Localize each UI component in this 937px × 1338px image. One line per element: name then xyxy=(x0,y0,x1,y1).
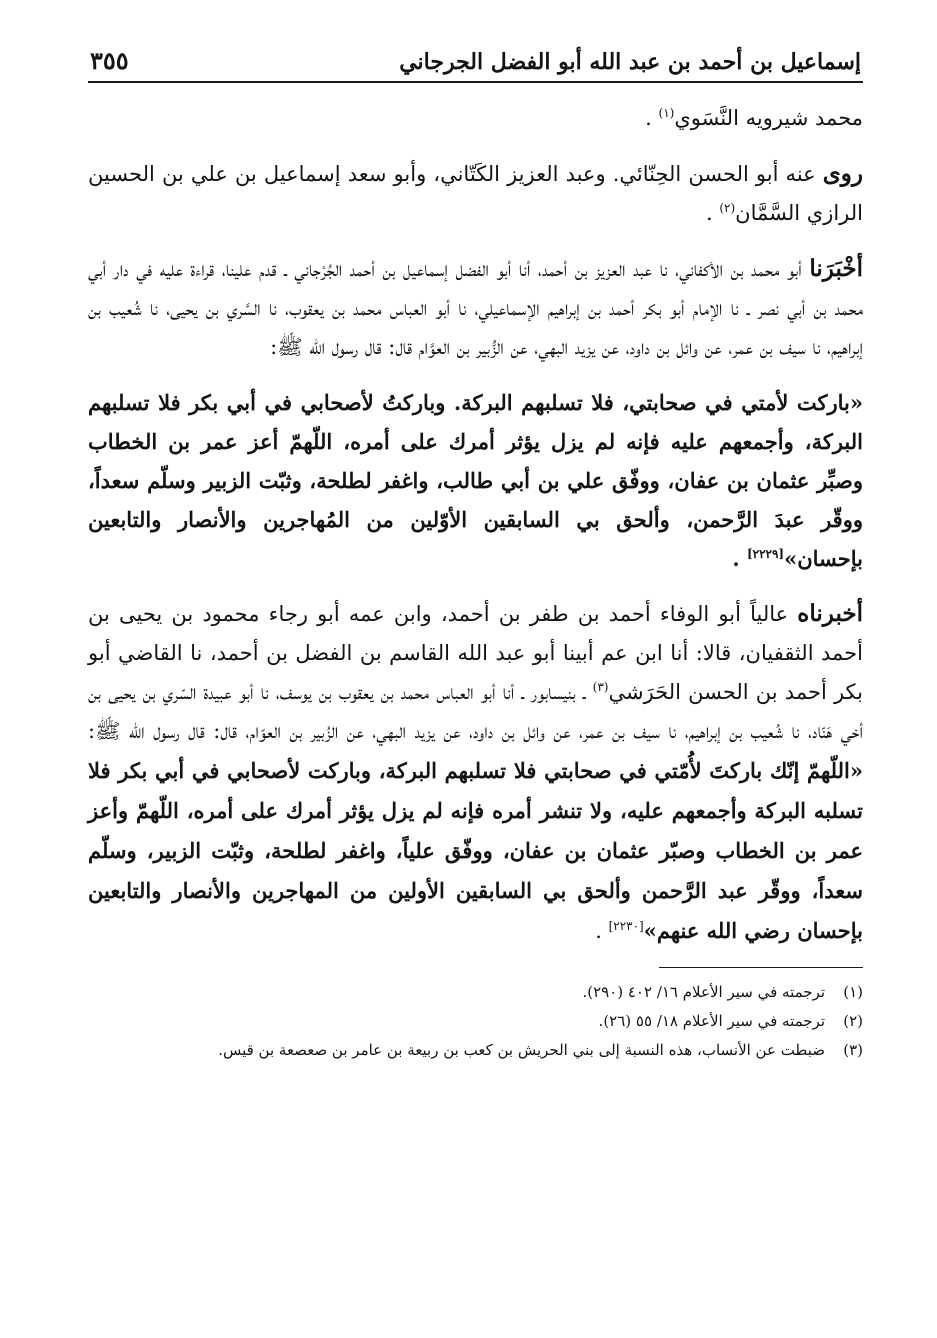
paragraph-text: عنه أبو الحسن الحِنّائي. وعبد العزيز الكَتّاني، وأبو سعد إسماعيل بن علي بن الحسين الرازي السَّمَّان xyxy=(88,162,863,225)
hadith-text: «اللّهمّ إنّك باركتَ لأُمّتي في صحابتي فلا تسلبهم البركة، وباركت لأصحابي في أبي بكر فلا تسلبه البركة وأجمعهم عليه، ولا تنشر أمره فإنه لم يزل يؤثر أمرك على أمره، اللّهمّ وأعز عمر بن الخطاب وصبّر عثمان بن عفان، ووفّق علياً، واغفر لطلحة، وثبّت الزبير، وسلّم سعداً، ووقّر عبد الرَّحمن وألحق بي السابقين الأولين من المهاجرين والأنصار والتابعين بإحسان رضي الله عنهم» xyxy=(88,758,863,943)
paragraph-keyword: أخْبَرَنا xyxy=(809,255,863,282)
paragraph-text: عالياً أبو الوفاء أحمد بن طفر بن أحمد، وابن عمه أبو رجاء محمود بن يحيى بن أحمد الثقفيان، قالا: أنا ابن عم أبينا أبو عبد الله القاسم بن الفضل بن أحمد، نا القاضي أبو بكر أحمد بن الحسن الحَرَشي xyxy=(88,602,863,704)
footnote-text: ترجمته في سير الأعلام ١٨/ ٥٥ (٢٦). xyxy=(598,1012,825,1030)
footnotes xyxy=(88,978,863,1065)
footnote xyxy=(88,978,863,1007)
paragraph-text: أبو محمد بن الأكفاني، نا عبد العزيز بن أحمد، أنا أبو الفضل إسماعيل بن أحمد الجُرْجاني ـ قدم علينا، قراءة عليه في دار أبي محمد بن أبي نصر ـ نا الإمام أبو بكر أحمد بن إبراهيم الإسماعيلي، نا أبو العباس محمد بن يعقوب، نا السَّري بن يحيى، نا شُعيب بن إبراهيم، نا سيف بن عمر، عن وائل بن داود، عن يزيد البهي، عن الزُّبير بن العوَّام قال: قال رسول الله ﷺ: xyxy=(88,257,863,359)
paragraph xyxy=(88,594,863,951)
footnote-number: (١) xyxy=(843,983,863,1001)
footnote-ref: (١) xyxy=(658,106,675,120)
paragraph xyxy=(88,154,863,233)
paragraph xyxy=(88,99,863,138)
footnote xyxy=(88,1007,863,1036)
footnote-number: (٣) xyxy=(843,1041,863,1059)
paragraph-tail: . xyxy=(732,546,747,571)
paragraph-tail: . xyxy=(595,919,609,943)
hadith-paragraph xyxy=(88,383,863,578)
hadith-number: [٢٢٢٩] xyxy=(746,547,785,561)
paragraph-tail: . xyxy=(705,201,720,225)
paragraph-text: محمد شيرويه النَّسَوي xyxy=(674,106,863,130)
footnote xyxy=(88,1036,863,1065)
footnote-ref: (٣) xyxy=(592,680,609,694)
paragraph-tail: . xyxy=(645,106,659,130)
page-header xyxy=(88,46,863,83)
footnote-text: ضبطت عن الأنساب، هذه النسبة إلى بني الحريش بن كعب بن ربيعة بن عامر بن صعصعة بن قيس. xyxy=(218,1041,825,1059)
hadith-text: «باركت لأمتي في صحابتي، فلا تسلبهم البركة. وباركتُ لأصحابي في أبي بكر فلا تسلبهم البركة، وأجمعهم عليه فإنه لم يزل يؤثر أمرك على أمره، اللّهمّ أعز عمر بن الخطاب وصبِّر عثمان بن عفان، ووفّق علي بن أبي طالب، واغفر لطلحة، وثبّت الزبير وسلّم سعداً، ووقّر عبدَ الرَّحمن، وألحق بي السابقين الأوّلين من المُهاجرين والأنصار والتابعين بإحسان» xyxy=(88,390,863,571)
footnote-divider xyxy=(659,967,863,968)
running-title: إسماعيل بن أحمد بن عبد الله أبو الفضل الجرجاني xyxy=(399,49,861,75)
paragraph xyxy=(88,249,863,367)
footnote-number: (٢) xyxy=(843,1012,863,1030)
main-text xyxy=(88,99,863,951)
paragraph-keyword: روى xyxy=(822,160,863,187)
footnote-ref: (٢) xyxy=(719,201,736,215)
paragraph-keyword: أخبرناه xyxy=(797,600,863,627)
hadith-number: [٢٢٣٠] xyxy=(608,919,644,933)
paragraph-text-continued: ـ بنيسابور ـ أنا أبو العباس محمد بن يعقوب بن يوسف، نا أبو عبيدة السّري بن يحيى بن أخي هَنّاد، نا شُعيب بن إبراهيم، نا سيف بن عمر، عن وائل بن داود، عن يزيد البهي، عن الزُبير بن العوّام، قال: قال رسول الله ﷺ: xyxy=(88,680,863,743)
page-number: ٣٥٥ xyxy=(90,46,129,75)
footnote-text: ترجمته في سير الأعلام ١٦/ ٤٠٢ (٢٩٠). xyxy=(582,983,825,1001)
